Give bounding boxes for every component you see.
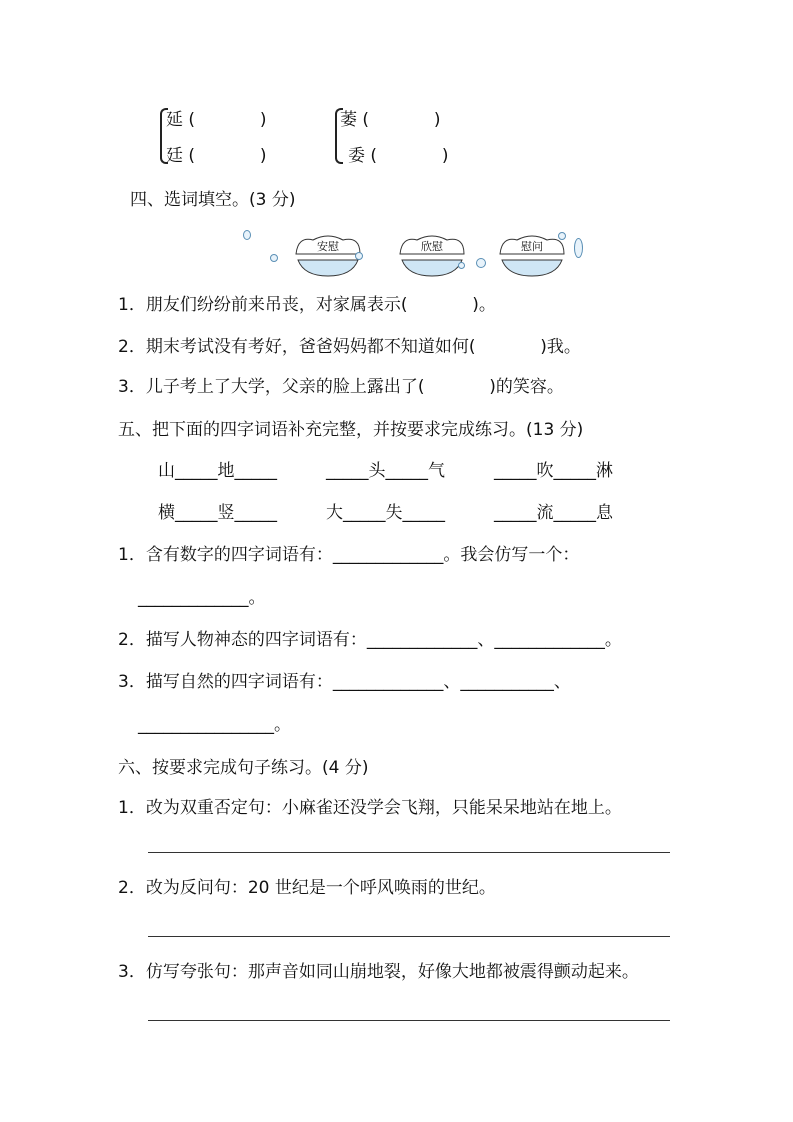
char-item: 委 ( ) [348,146,449,166]
idiom-blank: _____流_____息 [494,503,613,523]
idiom-blank: _____头_____气 [326,461,445,481]
char-item: 廷 ( ) [166,146,267,166]
char-item: 萎 ( ) [340,110,441,130]
idiom-blank: 横_____竖_____ [158,503,277,523]
question: 3．仿写夸张句：那声音如同山崩地裂，好像大地都被震得颤动起来。 [118,962,639,982]
section4-title: 四、选词填空。(3 分) [130,190,296,210]
shell-word: 安慰 [288,232,368,277]
idiom-blank: 山_____地_____ [158,461,277,481]
section6-title: 六、按要求完成句子练习。(4 分) [118,758,369,778]
question: 2．期末考试没有考好，爸爸妈妈都不知道如何( )我。 [118,337,581,357]
section5-title: 五、把下面的四字词语补充完整，并按要求完成练习。(13 分) [118,420,584,440]
idiom-blank: 大_____失_____ [326,503,445,523]
question: 2．改为反问句：20 世纪是一个呼风唤雨的世纪。 [118,878,496,898]
char-item: 延 ( ) [166,110,267,130]
idiom-blank: _____吹_____淋 [494,461,613,481]
shell-word: 慰问 [492,232,572,277]
question: 2．描写人物神态的四字词语有：_____________、_____________。 [118,630,622,650]
question: 1．朋友们纷纷前来吊丧，对家属表示( )。 [118,295,496,315]
answer-blank: _____________。 [138,588,266,608]
question: 3．描写自然的四字词语有：_____________、___________、 [118,672,571,692]
answer-line [148,1020,670,1021]
answer-blank: ________________。 [138,715,291,735]
answer-line [148,936,670,937]
question: 3．儿子考上了大学，父亲的脸上露出了( )的笑容。 [118,377,564,397]
shell-word: 欣慰 [392,232,472,277]
answer-line [148,852,670,853]
question: 1．改为双重否定句：小麻雀还没学会飞翔，只能呆呆地站在地上。 [118,798,622,818]
question: 1．含有数字的四字词语有：_____________。我会仿写一个： [118,545,580,565]
